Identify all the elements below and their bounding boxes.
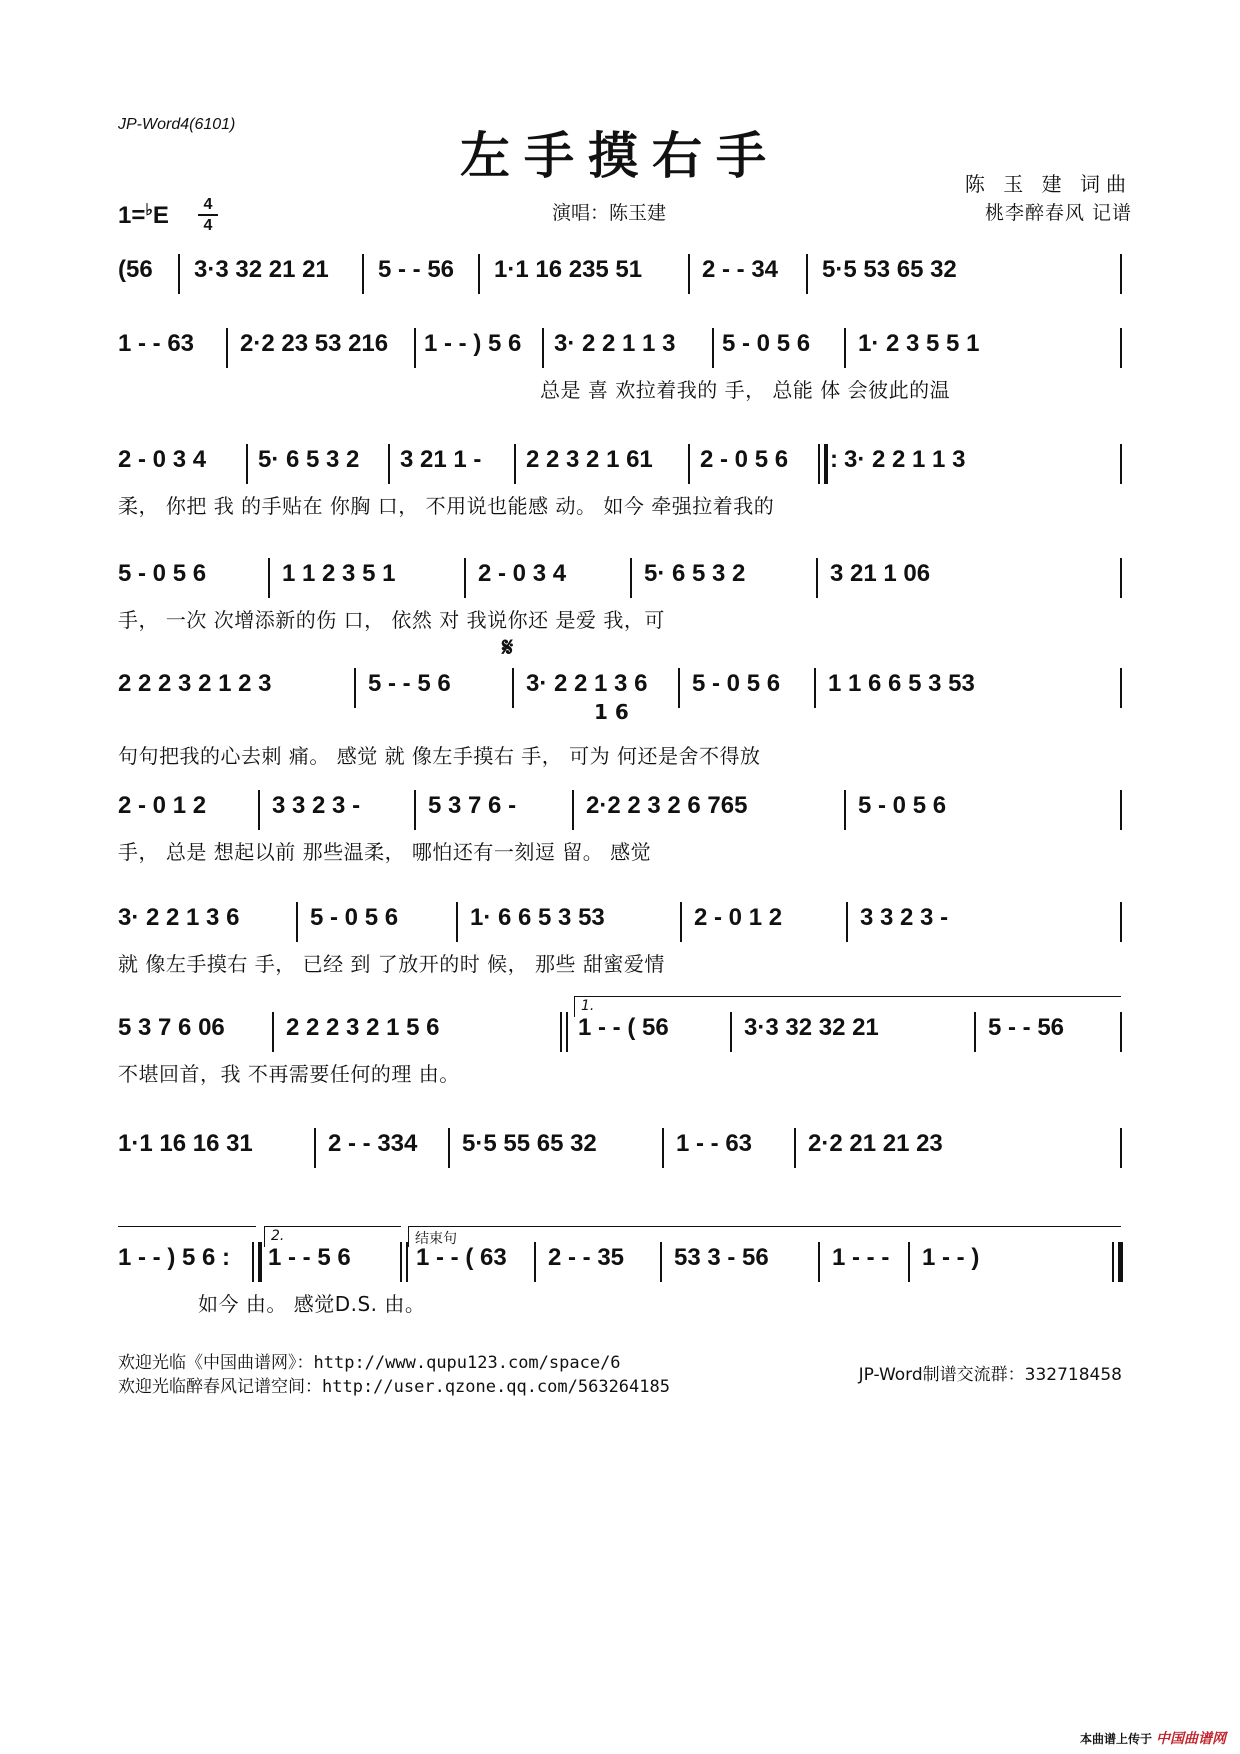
measure: 5 - 0 5 6 <box>722 330 811 357</box>
barline <box>1120 444 1122 484</box>
notes-row <box>118 1006 1124 1050</box>
measure: 5 - 0 5 6 <box>310 904 399 931</box>
lyric-line: 不堪回首，我 不再需要任何的理 由。 <box>118 1062 460 1086</box>
barline <box>678 668 680 708</box>
measure: 3 21 1 06 <box>830 560 931 587</box>
barline <box>226 328 228 368</box>
barline <box>1120 328 1122 368</box>
repeat-dots: : <box>830 446 838 473</box>
measure: 5 3 7 6 06 <box>118 1014 225 1041</box>
footer-link-qupu: 欢迎光临《中国曲谱网》：http://www.qupu123.com/space/6 <box>118 1353 621 1373</box>
barline <box>272 1012 274 1052</box>
measure: 2·2 21 21 23 <box>808 1130 943 1157</box>
lyric-line: 总是 喜 欢拉着我的 手， 总能 体 会彼此的温 <box>540 378 951 402</box>
barline <box>258 790 260 830</box>
page-title: 左手摸右手 <box>460 126 780 185</box>
measure: 1·1 16 235 51 <box>494 256 643 283</box>
measure: 5 - 0 5 6 <box>118 560 207 587</box>
measure: 1· 2 3 5 5 1 <box>858 330 980 357</box>
barline <box>844 328 846 368</box>
notes-row <box>118 552 1124 596</box>
barline <box>974 1012 976 1052</box>
software-label: JP-Word4(6101) <box>118 116 236 133</box>
measure: 1 - - 63 <box>676 1130 753 1157</box>
barline <box>246 444 248 484</box>
measure: 1·1 16 16 31 <box>118 1130 253 1157</box>
barline <box>572 790 574 830</box>
barline <box>794 1128 796 1168</box>
lyric-line: 如今 由。 感觉D.S. 由。 <box>198 1292 426 1316</box>
barline <box>1120 1128 1122 1168</box>
repeat-start-barline <box>824 444 828 484</box>
final-barline-thick <box>1118 1242 1123 1282</box>
barline <box>1120 790 1122 830</box>
barline <box>268 558 270 598</box>
lyric-line: 就 像左手摸右 手， 已经 到 了放开的时 候， 那些 甜蜜爱情 <box>118 952 665 976</box>
barline <box>178 254 180 294</box>
measure: 5 - - 56 <box>988 1014 1065 1041</box>
measure: 1 - - ( 56 <box>578 1014 669 1041</box>
notes-row <box>118 248 1124 292</box>
notes-row <box>118 1122 1124 1166</box>
time-signature <box>198 196 218 234</box>
site-logo: 中国曲谱网 <box>1156 1731 1226 1747</box>
measure: 1 - - 63 <box>118 330 195 357</box>
upload-watermark <box>1080 1728 1226 1748</box>
measure: 2·2 23 53 216 <box>240 330 389 357</box>
barline <box>566 1012 568 1052</box>
transcriber-credit: 桃李醉春风 记谱 <box>984 202 1132 224</box>
notes-row <box>118 784 1124 828</box>
measure: 3· 2 2 1 3 6 <box>118 904 240 931</box>
measure: 3·3 32 32 21 <box>744 1014 879 1041</box>
barline <box>362 254 364 294</box>
barline <box>712 328 714 368</box>
barline <box>296 902 298 942</box>
barline <box>806 254 808 294</box>
measure: 1· 6 6 5 3 53 <box>470 904 605 931</box>
barline <box>818 1242 820 1282</box>
first-ending-label: 1. <box>581 998 595 1014</box>
notes-row <box>118 322 1124 366</box>
measure: 3· 2 2 1 1 3 <box>844 446 966 473</box>
measure: 2 - 0 3 4 <box>478 560 567 587</box>
barline <box>478 254 480 294</box>
measure: 5· 6 5 3 2 <box>644 560 746 587</box>
measure: 3 21 1 - <box>400 446 482 473</box>
barline <box>512 668 514 708</box>
measure: 2·2 2 3 2 6 765 <box>586 792 748 819</box>
time-top: 4 <box>203 196 213 213</box>
barline <box>1120 668 1122 708</box>
measure: 5·5 53 65 32 <box>822 256 957 283</box>
segno-sign: 𝄋 <box>502 632 514 662</box>
measure: 2 2 3 2 1 61 <box>526 446 653 473</box>
key-prefix: 1= <box>118 202 146 229</box>
measure: 5 - - 5 6 <box>368 670 451 697</box>
barline <box>448 1128 450 1168</box>
flat-symbol: ♭ <box>145 202 153 219</box>
notes-row <box>118 1236 1124 1280</box>
measure: 2 - 0 5 6 <box>700 446 789 473</box>
measure: 1 - - ) 5 6 : <box>118 1244 231 1271</box>
alternate-notes: 1 6 <box>594 700 629 724</box>
barline <box>514 444 516 484</box>
barline <box>1120 254 1122 294</box>
measure: 3· 2 2 1 1 3 <box>554 330 676 357</box>
measure: 1 - - ) 5 6 <box>424 330 522 357</box>
qq-group-info: JP-Word制谱交流群：332718458 <box>858 1365 1122 1385</box>
barline <box>464 558 466 598</box>
barline <box>846 902 848 942</box>
measure: 2 - - 34 <box>702 256 779 283</box>
barline <box>1120 558 1122 598</box>
measure: 3 3 2 3 - <box>272 792 361 819</box>
measure: 2 - - 334 <box>328 1130 418 1157</box>
barline <box>414 328 416 368</box>
measure: 1 1 2 3 5 1 <box>282 560 396 587</box>
repeat-end-barline <box>258 1242 262 1282</box>
measure: 3·3 32 21 21 <box>194 256 329 283</box>
measure: 5·5 55 65 32 <box>462 1130 597 1157</box>
barline <box>818 444 820 484</box>
barline <box>560 1012 562 1052</box>
second-ending-label: 2. <box>271 1228 285 1244</box>
barline <box>814 668 816 708</box>
measure: 5 3 7 6 - <box>428 792 517 819</box>
measure: 2 2 2 3 2 1 5 6 <box>286 1014 440 1041</box>
notes-row <box>118 438 1124 482</box>
measure: 2 - - 35 <box>548 1244 625 1271</box>
key-letter: E <box>152 202 169 229</box>
barline <box>688 444 690 484</box>
measure: 5 - 0 5 6 <box>858 792 947 819</box>
singer-credit: 演唱：陈玉建 <box>552 202 667 224</box>
key-signature <box>118 200 169 230</box>
measure: 2 2 2 3 2 1 2 3 <box>118 670 272 697</box>
measure: 2 - 0 1 2 <box>118 792 207 819</box>
barline <box>406 1242 408 1282</box>
barline <box>844 790 846 830</box>
measure: 1 - - 5 6 <box>268 1244 351 1271</box>
barline <box>688 254 690 294</box>
barline <box>456 902 458 942</box>
lyric-line: 手， 一次 次增添新的伤 口， 依然 对 我说你还 是爱 我，可 <box>118 608 665 632</box>
composer-credit: 陈 玉 建 词曲 <box>964 172 1132 196</box>
barline <box>816 558 818 598</box>
lyric-line: 手， 总是 想起以前 那些温柔， 哪怕还有一刻逗 留。 感觉 <box>118 840 652 864</box>
barline <box>630 558 632 598</box>
barline <box>660 1242 662 1282</box>
measure: 1 - - ) <box>922 1244 980 1271</box>
measure: 2 - 0 1 2 <box>694 904 783 931</box>
barline <box>680 902 682 942</box>
barline <box>542 328 544 368</box>
ending-label: 结束句 <box>415 1231 457 1247</box>
barline <box>908 1242 910 1282</box>
barline <box>534 1242 536 1282</box>
upload-text: 本曲谱上传于 <box>1079 1732 1152 1746</box>
final-barline-thin <box>1112 1242 1114 1282</box>
time-bottom: 4 <box>203 217 213 234</box>
barline <box>414 790 416 830</box>
lyric-line: 句句把我的心去刺 痛。 感觉 就 像左手摸右 手， 可为 何还是舍不得放 <box>118 744 761 768</box>
measure: 53 3 - 56 <box>674 1244 769 1271</box>
notes-row <box>118 896 1124 940</box>
measure: 1 1 6 6 5 3 53 <box>828 670 975 697</box>
measure: 2 - 0 3 4 <box>118 446 207 473</box>
measure: 5 - 0 5 6 <box>692 670 781 697</box>
measure: 1 - - - <box>832 1244 890 1271</box>
barline <box>730 1012 732 1052</box>
measure: 1 - - ( 63 <box>416 1244 507 1271</box>
barline <box>662 1128 664 1168</box>
measure: (56 <box>118 256 153 283</box>
measure: 3 3 2 3 - <box>860 904 949 931</box>
barline <box>354 668 356 708</box>
barline <box>388 444 390 484</box>
measure: 5· 6 5 3 2 <box>258 446 360 473</box>
measure: 5 - - 56 <box>378 256 455 283</box>
time-divider <box>198 214 218 216</box>
barline <box>1120 1012 1122 1052</box>
lyric-line: 柔， 你把 我 的手贴在 你胸 口， 不用说也能感 动。 如今 牵强拉着我的 <box>118 494 775 518</box>
barline <box>252 1242 254 1282</box>
footer-link-qzone: 欢迎光临醉春风记谱空间：http://user.qzone.qq.com/563264185 <box>118 1377 670 1397</box>
measure: 3· 2 2 1 3 6 <box>526 670 648 697</box>
barline <box>314 1128 316 1168</box>
barline <box>1120 902 1122 942</box>
barline <box>400 1242 402 1282</box>
